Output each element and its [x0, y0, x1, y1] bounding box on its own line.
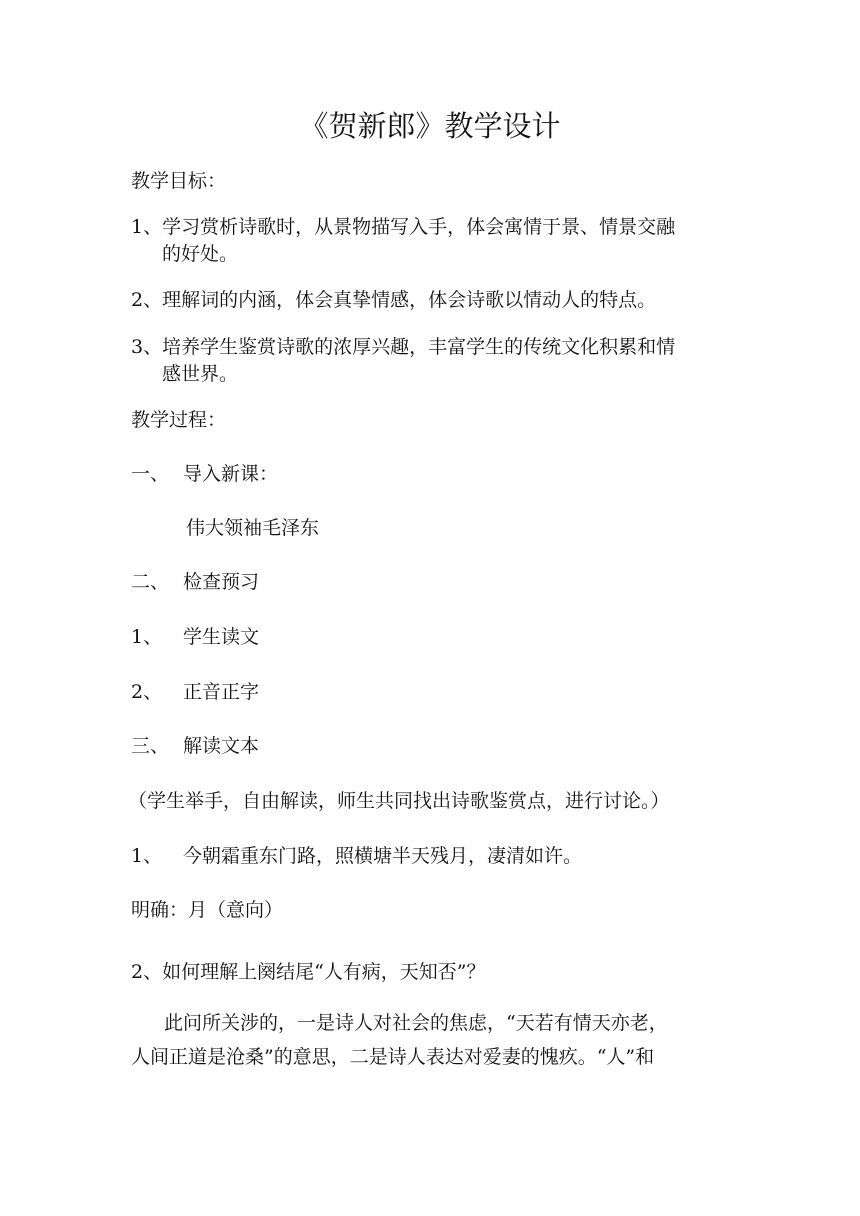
section-2-label: 检查预习 [183, 571, 260, 593]
section-2-item-2-number: 2、 [131, 681, 163, 703]
goals-heading: 教学目标： [131, 170, 227, 192]
goal-item-3-line-2: 感世界。 [162, 363, 239, 385]
question-2: 2、如何理解上阕结尾“人有病，天知否”？ [131, 961, 486, 983]
section-2-item-1-label: 学生读文 [183, 626, 260, 648]
question-1-number: 1、 [131, 845, 163, 867]
goal-item-1-line-2: 的好处。 [162, 243, 239, 265]
question-1-text: 今朝霜重东门路，照横塘半天残月，凄清如许。 [183, 845, 583, 867]
section-3-number: 三、 [131, 735, 170, 757]
paragraph-line-2: 人间正道是沧桑”的意思，二是诗人表达对爱妻的愧疚。“人”和 [131, 1046, 655, 1068]
discussion-note: （学生举手，自由解读，师生共同找出诗歌鉴赏点，进行讨论。） [128, 790, 670, 812]
section-1-label: 导入新课： [183, 463, 279, 485]
page-title: 《贺新郎》教学设计 [299, 109, 561, 143]
section-3-label: 解读文本 [183, 735, 260, 757]
section-2-number: 二、 [131, 571, 170, 593]
process-heading: 教学过程： [131, 409, 227, 431]
goal-item-1-line-1: 1、学习赏析诗歌时，从景物描写入手，体会寓情于景、情景交融 [131, 216, 676, 238]
paragraph-line-1: 此问所关涉的，一是诗人对社会的焦虑，“天若有情天亦老， [164, 1012, 668, 1034]
section-1-sub: 伟大领袖毛泽东 [186, 517, 320, 539]
section-2-item-1-number: 1、 [131, 626, 163, 648]
goal-item-3-line-1: 3、培养学生鉴赏诗歌的浓厚兴趣，丰富学生的传统文化积累和情 [131, 336, 676, 358]
goal-item-2: 2、理解词的内涵，体会真挚情感，体会诗歌以情动人的特点。 [131, 289, 657, 311]
clarification: 明确：月（意向） [131, 899, 284, 921]
section-2-item-2-label: 正音正字 [183, 681, 260, 703]
section-1-number: 一、 [131, 463, 170, 485]
